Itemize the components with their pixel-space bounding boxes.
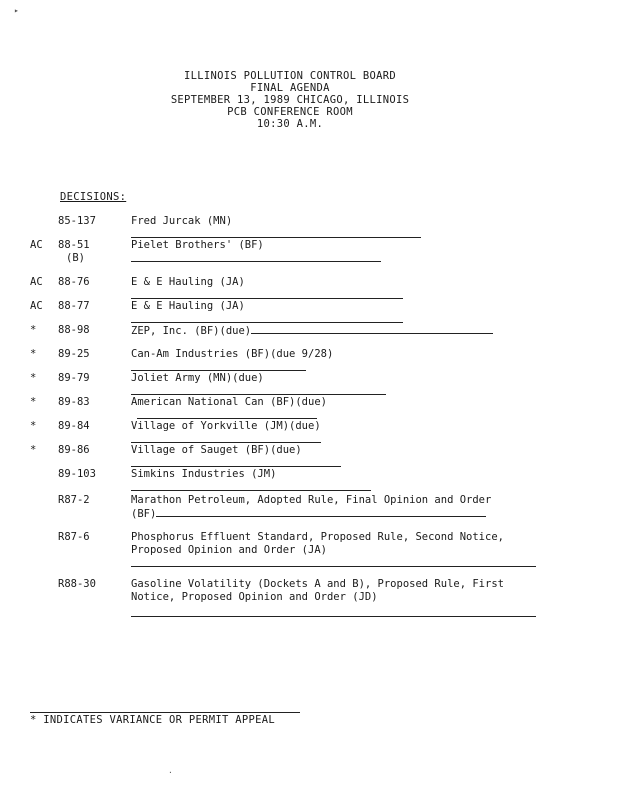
agenda-type: FINAL AGENDA: [250, 82, 330, 94]
item-mark: *: [30, 396, 37, 408]
board-name: ILLINOIS POLLUTION CONTROL BOARD: [184, 70, 396, 82]
docket-number: R87-6: [58, 531, 90, 543]
docket-number: 89-86: [58, 444, 90, 456]
item-title: Gasoline Volatility (Dockets A and B), Proposed Rule, First Notice, Proposed Opinion and Order (JD): [131, 578, 504, 603]
item-mark: *: [30, 420, 37, 432]
docket-number: 89-103: [58, 468, 96, 480]
signature-line: [131, 457, 341, 467]
item-title: Pielet Brothers' (BF): [131, 239, 264, 251]
scan-speck: ▸: [14, 6, 19, 15]
footer-legend: * INDICATES VARIANCE OR PERMIT APPEAL: [30, 712, 300, 726]
docket-number: 85-137: [58, 215, 96, 227]
signature-line: [131, 289, 403, 299]
docket-number: 88-98: [58, 324, 90, 336]
item-title: E & E Hauling (JA): [131, 300, 245, 312]
meeting-room: PCB CONFERENCE ROOM: [227, 106, 353, 118]
signature-line: [131, 252, 381, 262]
signature-line: [131, 228, 421, 238]
item-title: American National Can (BF)(due): [131, 396, 327, 408]
docket-number: 89-79: [58, 372, 90, 384]
meeting-time: 10:30 A.M.: [256, 118, 324, 130]
docket-number: 89-25: [58, 348, 90, 360]
item-mark: *: [30, 444, 37, 456]
signature-line: [137, 409, 317, 419]
signature-line: [156, 507, 486, 517]
signature-line: [131, 616, 536, 617]
signature-line: [131, 566, 536, 567]
item-mark: AC: [30, 239, 43, 251]
item-title: Can-Am Industries (BF)(due 9/28): [131, 348, 334, 360]
signature-line: [131, 433, 321, 443]
item-title: Simkins Industries (JM): [131, 468, 277, 480]
item-mark: *: [30, 324, 37, 336]
signature-line: [131, 385, 386, 395]
item-title: Village of Yorkville (JM)(due): [131, 420, 321, 432]
docket-number: 89-83: [58, 396, 90, 408]
docket-sub: (B): [66, 252, 85, 264]
item-mark: *: [30, 348, 37, 360]
item-title: Fred Jurcak (MN): [131, 215, 233, 227]
signature-line: [131, 313, 403, 323]
item-mark: AC: [30, 300, 43, 312]
item-title: Phosphorus Effluent Standard, Proposed Rule, Second Notice, Proposed Opinion and Order (JA): [131, 531, 504, 556]
item-title: E & E Hauling (JA): [131, 276, 245, 288]
item-title: Marathon Petroleum, Adopted Rule, Final Opinion and Order (BF): [131, 494, 492, 520]
agenda-header: [110, 70, 470, 130]
meeting-date-location: SEPTEMBER 13, 1989 CHICAGO, ILLINOIS: [170, 94, 410, 106]
docket-number: R88-30: [58, 578, 96, 590]
section-title: DECISIONS:: [60, 191, 127, 203]
signature-line: [251, 324, 493, 334]
item-title: ZEP, Inc. (BF)(due): [131, 325, 252, 337]
item-mark: *: [30, 372, 37, 384]
docket-number: 88-76: [58, 276, 90, 288]
docket-number: 89-84: [58, 420, 90, 432]
item-title: Village of Sauget (BF)(due): [131, 444, 302, 456]
docket-number: 88-51: [58, 239, 90, 251]
item-mark: AC: [30, 276, 43, 288]
item-title: Joliet Army (MN)(due): [131, 372, 264, 384]
scan-speck: ·: [168, 768, 173, 777]
docket-number: 88-77: [58, 300, 90, 312]
signature-line: [131, 481, 371, 491]
docket-number: R87-2: [58, 494, 90, 506]
signature-line: [131, 361, 306, 371]
